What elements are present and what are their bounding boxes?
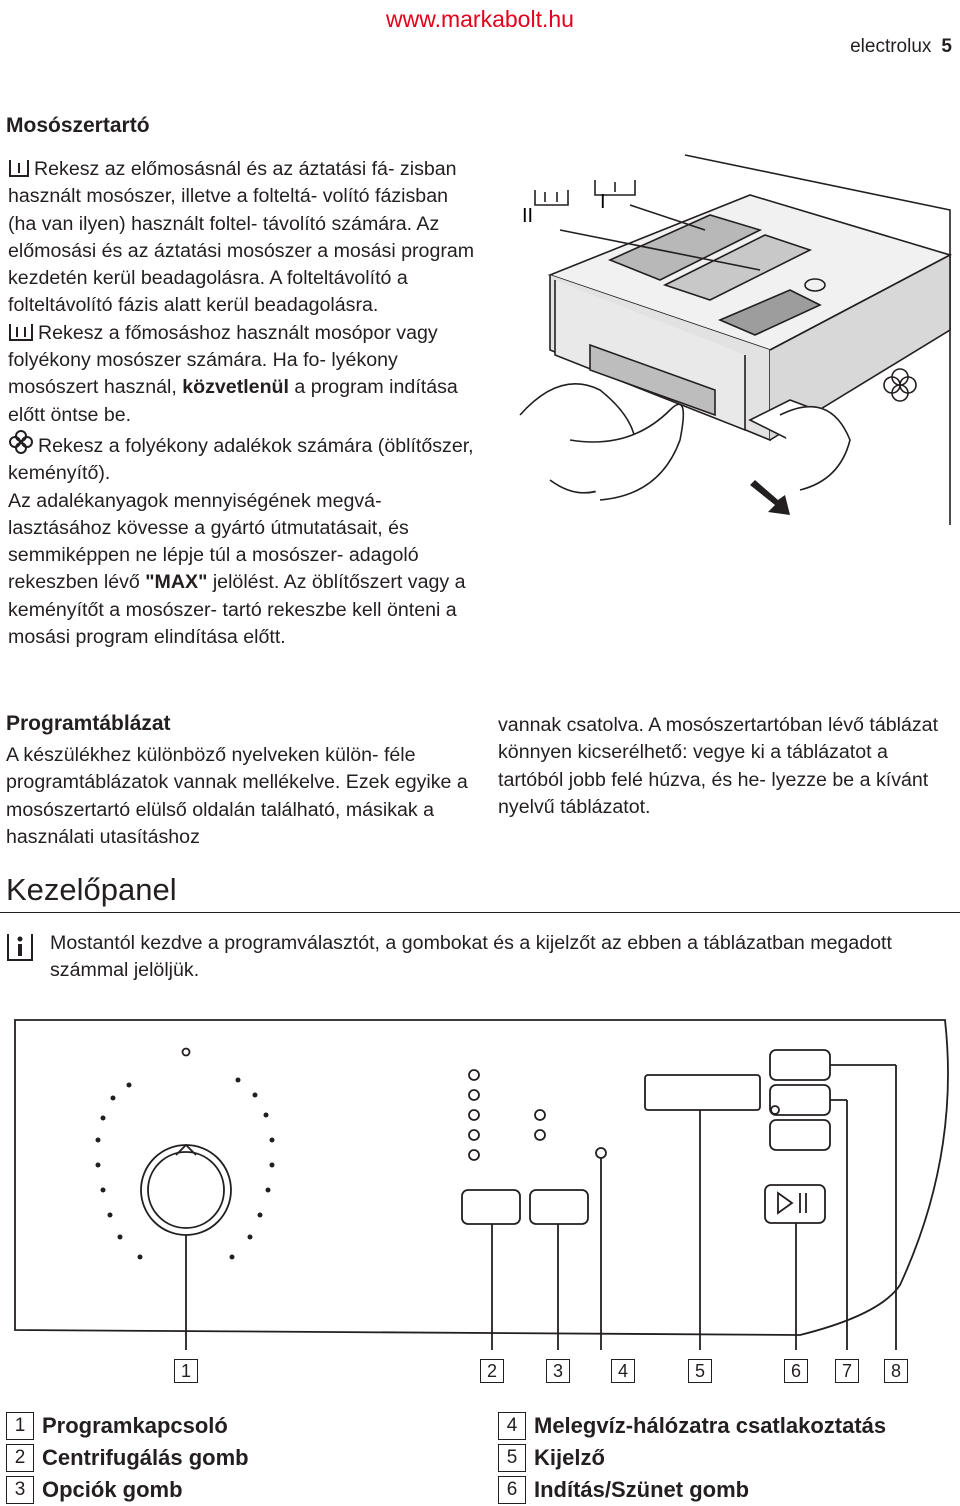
callout-6: 6 [784,1359,808,1383]
legend-right [498,1410,886,1506]
section-divider [0,912,960,913]
callout-3: 3 [546,1359,570,1383]
legend-item: 3 Opciók gomb [6,1474,249,1506]
callout-4: 4 [611,1359,635,1383]
compartment-1-paragraph: Rekesz az előmosásnál és az áztatási fá- zisban használt mosószer, illetve a folteltá- volító fázisban (ha van ilyen) használt foltel- távolító számára. Az előmosási és az áztatási mosószer a mosási program kezdetén kerül beadagolásra. A folteltávolító a folteltávolító fázis alatt kerül beadagolásra. [8,158,475,317]
legend-left [6,1410,249,1506]
program-table-left-text: A készülékhez különböző nyelveken külön- féle programtáblázatok vannak mellékelve. Ezek egyike a mosószertartó elülső oldalán található, másikak a használati utasításhoz [6,744,468,848]
detergent-title: Mosószertartó [6,114,150,137]
info-icon [6,930,34,964]
callout-7: 7 [835,1359,859,1383]
page-header [850,36,952,58]
legend-item: 6 Indítás/Szünet gomb [498,1474,886,1506]
figure-label-II: II [522,205,534,227]
detergent-text [8,156,480,651]
start-pause-button[interactable] [765,1185,825,1223]
callout-2: 2 [480,1359,504,1383]
legend-item: 5 Kijelző [498,1442,886,1474]
site-url[interactable]: www.markabolt.hu [386,6,574,32]
control-panel-illustration [0,1005,960,1390]
program-table-right-text: vannak csatolva. A mosószertartóban lévő táblázat könnyen kicserélhető: vegye ki a táblázatot a tartóból jobb felé húzva, és he- lyezze be a kívánt nyelvű táblázatot. [498,714,939,818]
callout-8: 8 [884,1359,908,1383]
dispenser-drawer-illustration [490,150,960,530]
display-window [645,1075,760,1110]
compartment-2-paragraph: Rekesz a főmosáshoz használt mosópor vagy folyékony mosószer számára. Ha fo- lyékony mosószert használ, közvetlenül a program indítása előtt öntse be. [8,321,458,426]
compartment-3-paragraph: Rekesz a folyékony adalékok számára (öblítőszer, keményítő). [8,429,480,488]
mainwash-compartment-icon [8,322,34,342]
brand-name: electrolux [850,36,932,57]
additives-paragraph: Az adalékanyagok mennyiségének megvá- lasztásához kövesse a gyártó útmutatásait, és semmiképpen ne lépje túl a mosószer- adagoló rekeszben lévő "MAX" jelölést. Az öblítőszert vagy a keményítőt a mosószer- tartó rekeszbe kell önteni a mosási program elindítása előtt. [8,489,466,649]
page-number: 5 [941,36,952,57]
control-panel-title: Kezelőpanel [6,872,177,907]
program-table-title: Programtáblázat [6,712,171,735]
prewash-compartment-icon [8,158,30,178]
figure-label-I: I [600,191,606,213]
callout-1: 1 [174,1359,198,1383]
legend-item: 4 Melegvíz-hálózatra csatlakoztatás [498,1410,886,1442]
options-button[interactable] [530,1190,588,1224]
control-panel-note: Mostantól kezdve a programválasztót, a gombokat és a kijelzőt az ebben a táblázatban megadott számmal jelöljük. [50,932,892,982]
legend-item: 2 Centrifugálás gomb [6,1442,249,1474]
program-selector-knob[interactable] [141,1145,231,1235]
callout-5: 5 [688,1359,712,1383]
legend-item: 1 Programkapcsoló [6,1410,249,1442]
flower-softener-icon [8,429,34,455]
spin-button[interactable] [462,1190,520,1224]
